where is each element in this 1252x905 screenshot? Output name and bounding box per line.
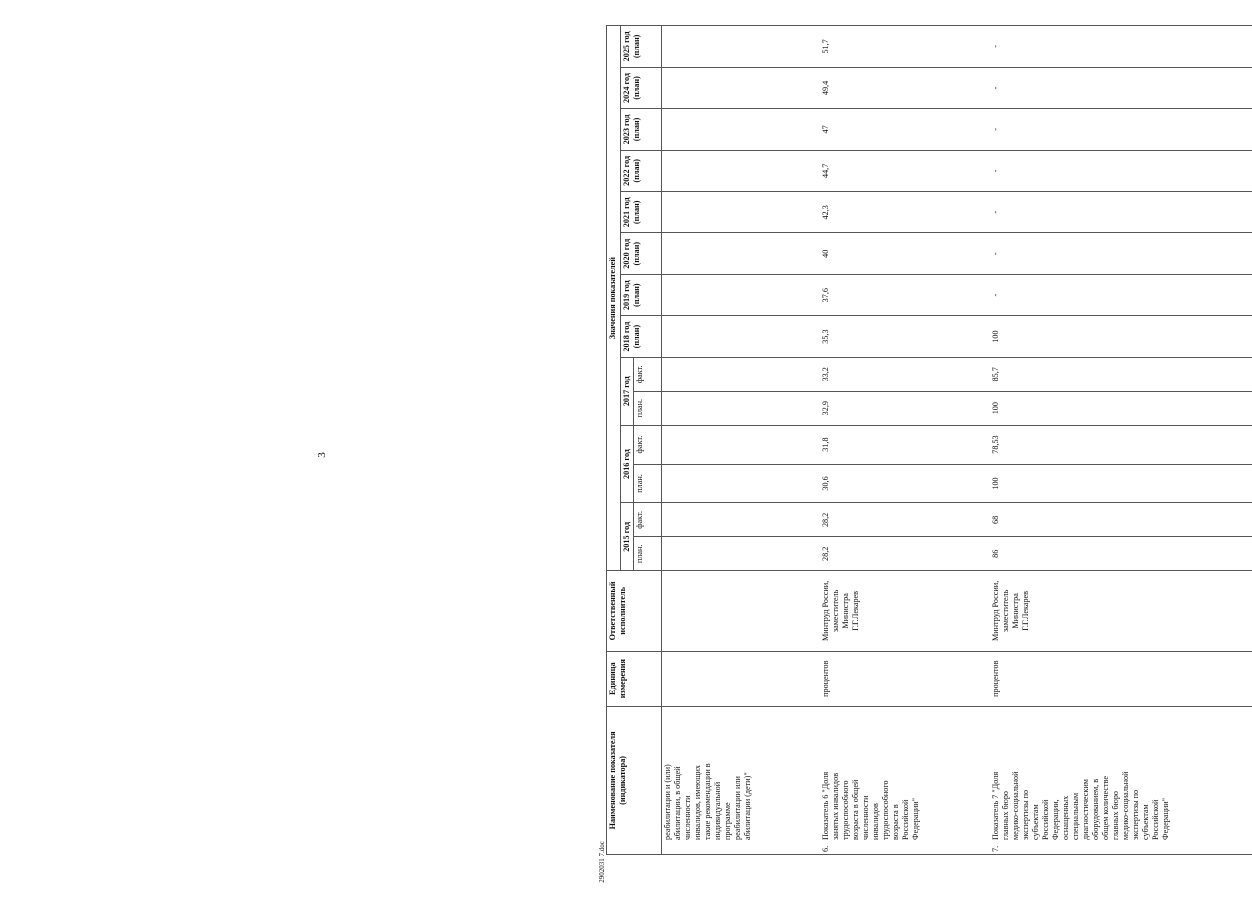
header-2016: 2016 год [621, 425, 634, 503]
value-cell: - [990, 26, 1252, 68]
responsible-cell: Минтруд России, заместитель Министра Г.Г.Лекарев [820, 571, 990, 651]
value-cell [662, 67, 820, 108]
indicator-cell [820, 706, 990, 854]
value-cell: 40 [820, 233, 990, 274]
header-2019: 2019 год (план) [621, 274, 662, 315]
value-cell: - [990, 233, 1252, 274]
value-cell: 31,8 [820, 425, 990, 464]
value-cell: 30,6 [820, 464, 990, 503]
header-values-group: Значения показателей [607, 26, 621, 571]
value-cell: 37,6 [820, 274, 990, 315]
rotated-table-container [606, 25, 1186, 855]
header-2017-plan: план. [634, 391, 662, 425]
value-cell [662, 503, 820, 537]
value-cell [662, 425, 820, 464]
indicator-name: реабилитации и (или) абилитации, в общей численности инвалидов, имеющих такие рекомендации в индивидуальной программе реабилитации или абилитации (дети)" [663, 763, 752, 840]
value-cell [662, 26, 820, 68]
table-body [662, 26, 1252, 855]
document-code: 2902031 7.doc [598, 841, 606, 883]
unit-cell: процентов [820, 651, 990, 706]
value-cell: 49,4 [820, 67, 990, 108]
unit-cell: процентов [990, 651, 1252, 706]
value-cell: - [990, 109, 1252, 150]
table-row [662, 26, 820, 855]
value-cell: 44,7 [820, 150, 990, 191]
header-2015-plan: план. [634, 537, 662, 571]
value-cell: 85,7 [990, 357, 1252, 391]
value-cell: - [990, 192, 1252, 233]
header-responsible: Ответственный исполнитель [607, 571, 662, 651]
value-cell [662, 357, 820, 391]
value-cell: 33,2 [820, 357, 990, 391]
header-2016-fact: факт. [634, 425, 662, 464]
page-number: 3 [316, 452, 328, 458]
value-cell: 47 [820, 109, 990, 150]
indicator-cell [990, 706, 1252, 854]
indicator-cell [662, 706, 820, 854]
value-cell: - [990, 274, 1252, 315]
value-cell [662, 391, 820, 425]
header-2016-plan: план. [634, 464, 662, 503]
header-2021: 2021 год (план) [621, 192, 662, 233]
row-number: 7. [990, 845, 1000, 852]
header-indicator-name: Наименование показателя (индикатора) [607, 706, 662, 854]
table-row [820, 26, 990, 855]
header-2020: 2020 год (план) [621, 233, 662, 274]
header-2025: 2025 год (план) [621, 26, 662, 68]
value-cell [662, 109, 820, 150]
indicators-table [606, 25, 1252, 855]
value-cell [662, 150, 820, 191]
row-number: 6. [820, 845, 830, 852]
value-cell: 78,53 [990, 425, 1252, 464]
header-2018: 2018 год (план) [621, 316, 662, 357]
value-cell [662, 464, 820, 503]
value-cell: 28,2 [820, 503, 990, 537]
value-cell: 32,9 [820, 391, 990, 425]
value-cell: - [990, 67, 1252, 108]
value-cell: - [990, 150, 1252, 191]
responsible-cell: Минтруд России, заместитель Министра Г.Г.Лекарев [990, 571, 1252, 651]
value-cell: 86 [990, 537, 1252, 571]
value-cell: 28,2 [820, 537, 990, 571]
header-2022: 2022 год (план) [621, 150, 662, 191]
value-cell [662, 274, 820, 315]
header-2017: 2017 год [621, 357, 634, 425]
indicator-name: Показатель 7 "Доля главных бюро медико-социальной экспертизы по субъектам Российской Федерации, оснащенных специальным диагностическим оборудованием, в общем количестве главных бюро медико-социальной экспертизы по субъектам Российской Федерации" [990, 771, 1170, 840]
value-cell [662, 316, 820, 357]
header-2023: 2023 год (план) [621, 109, 662, 150]
header-2017-fact: факт. [634, 357, 662, 391]
unit-cell [662, 651, 820, 706]
header-2024: 2024 год (план) [621, 67, 662, 108]
value-cell: 51,7 [820, 26, 990, 68]
value-cell: 42,3 [820, 192, 990, 233]
responsible-cell [662, 571, 820, 651]
value-cell [662, 537, 820, 571]
value-cell: 35,3 [820, 316, 990, 357]
table-row [990, 26, 1252, 855]
value-cell: 68 [990, 503, 1252, 537]
value-cell [662, 192, 820, 233]
value-cell: 100 [990, 464, 1252, 503]
header-2015: 2015 год [621, 503, 634, 571]
value-cell: 100 [990, 391, 1252, 425]
value-cell [662, 233, 820, 274]
header-2015-fact: факт. [634, 503, 662, 537]
header-unit: Единица измерения [607, 651, 662, 706]
indicator-name: Показатель 6 "Доля занятых инвалидов трудоспособного возраста в общей численности инвалидов трудоспособного возраста в Российской Федерации" [820, 771, 920, 840]
value-cell: 100 [990, 316, 1252, 357]
